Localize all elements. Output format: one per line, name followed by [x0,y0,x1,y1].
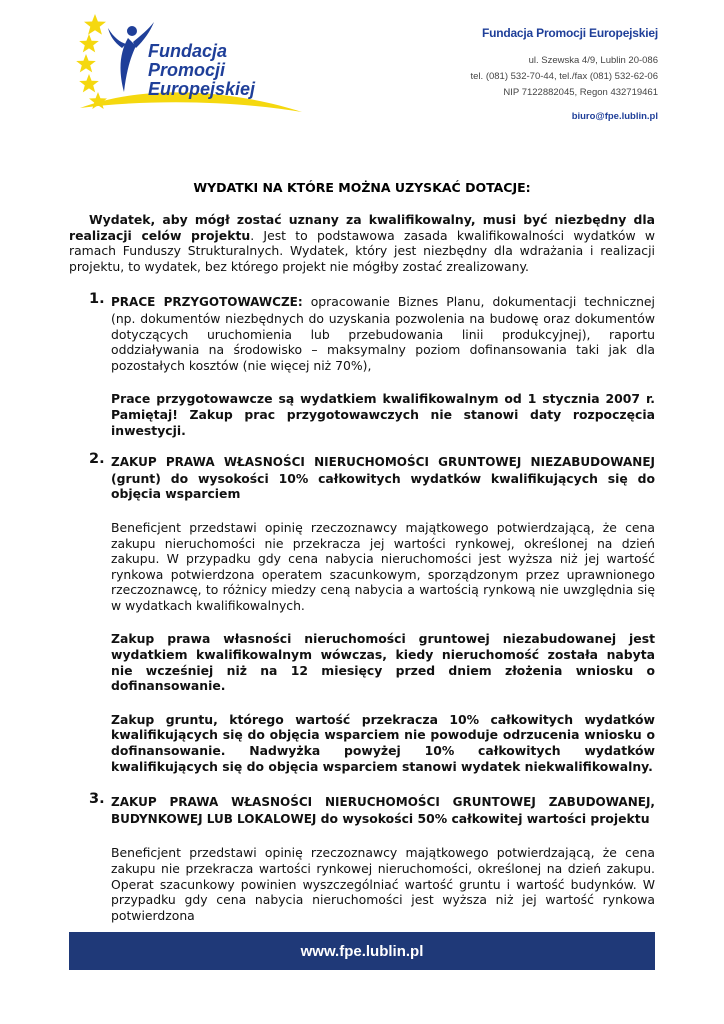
section-1 [69,291,655,438]
section-note: Zakup gruntu, którego wartość przekracza 10% całkowitych wydatków kwalifikujących się do objęcia wsparciem nie powoduje odrzucenia wniosku o dofinansowanie. Nadwyżka powyżej 10% całkowitych wydatków kwalifikujących się do objęcia wsparciem stanowi wydatek niekwalifikowalny. [111,711,655,774]
intro-paragraph [69,212,655,274]
contact-block [471,26,658,122]
footer-bar [69,932,655,970]
nip-regon: NIP 7122882045, Regon 432719461 [503,87,658,98]
section-heading: PRACE PRZYGOTOWAWCZE: [111,295,303,310]
footer-url-link[interactable]: www.fpe.lublin.pl [300,942,424,960]
org-name: Fundacja Promocji Europejskiej [481,26,658,40]
section-heading: ZAKUP PRAWA WŁASNOŚCI NIERUCHOMOŚCI GRUNTOWEJ NIEZABUDOWANEJ [111,455,655,470]
section-note: Zakup prawa własności nieruchomości gruntowej niezabudowanej jest wydatkiem kwalifikowalnym wówczas, kiedy nieruchomość została nabyta nie wcześniej niż na 12 miesięcy przed dniem złożenia wniosku o dofinansowanie. [111,631,655,694]
section-2 [69,451,655,774]
email-link[interactable]: biuro@fpe.lublin.pl [571,111,658,122]
logo-line: Fundacja [148,41,228,61]
section-number: 2. [89,451,105,468]
section-number: 3. [89,791,105,808]
section-heading-paragraph [111,294,655,373]
logo-line: Promocji [148,60,226,80]
section-heading-paragraph [111,794,655,827]
eu-stars-icon [76,14,107,109]
section-paragraph: Beneficjent przedstawi opinię rzeczoznawcy majątkowego potwierdzającą, że cena zakupu nie przekracza wartości rynkowej nieruchomości, określonej na dzień zakupu. Operat szacunkowy powinien wyszczególniać wartość gruntu i wartość budynków. W przypadku gdy cena nabycia nieruchomości jest wyższa niż jej wartość rynkowa potwierdzona [111,845,655,923]
fpe-logo [70,12,310,122]
section-heading-rest: opracowanie Biznes Planu, dokumentacji technicznej (np. dokumentów niezbędnych do uzyskania pozwolenia na budowę oraz dokumentów dotyczących uruchomienia lub przebudowania linii produkcyjnej), raportu oddziaływania na środowisko – maksymalny poziom dofinansowania taki jak dla pozostałych kosztów (nie więcej niż 70%), [111,294,655,373]
document-body [69,212,655,923]
logo-line: Europejskiej [148,79,256,99]
section-heading: ZAKUP PRAWA WŁASNOŚCI NIERUCHOMOŚCI GRUNTOWEJ ZABUDOWANEJ, BUDYNKOWEJ LUB LOKALOWEJ [111,795,655,826]
document-title: WYDATKI NA KTÓRE MOŻNA UZYSKAĆ DOTACJE: [193,180,531,195]
section-3 [69,791,655,923]
section-number: 1. [89,291,105,308]
address: ul. Szewska 4/9, Lublin 20-086 [528,55,658,66]
intro-bold: Wydatek, aby mógł zostać uznany za kwalifikowalny, musi być niezbędny dla realizacji celów projektu [69,212,655,243]
logo-wordmark [148,42,255,99]
section-note: Prace przygotowawcze są wydatkiem kwalifikowalnym od 1 stycznia 2007 r. Pamiętaj! Zakup prac przygotowawczych nie stanowi daty rozpoczęcia inwestycji. [111,391,655,438]
section-paragraph: Beneficjent przedstawi opinię rzeczoznawcy majątkowego potwierdzającą, że cena zakupu nieruchomości nie przekracza jej wartości rynkowej, określonej na dzień zakupu. W przypadku gdy cena nabycia nieruchomości jest wyższa niż jej wartość rynkowa potwierdzona operatem szacunkowym, sporządzonym przez uprawnionego rzeczoznawcę, to różnicy miedzy ceną nabycia a wartością rynkową nie uwzględnia się w wydatkach kwalifikowalnych. [111,519,655,613]
section-heading-rest: do wysokości 50% całkowitej wartości projektu [316,810,650,826]
phone: tel. (081) 532-70-44, tel./fax (081) 532-62-06 [470,71,658,82]
intro-rest: . Jest to podstawowa zasada kwalifikowalności wydatków w ramach Funduszy Strukturalnych. Wydatek, który jest niezbędny dla wdrażania i realizacji projektu, to wydatek, bez którego projekt nie mógłby zostać zrealizowany. [69,227,655,274]
section-heading-rest: (grunt) do wysokości 10% całkowitych wydatków kwalifikujących się do objęcia wsparciem [111,470,655,502]
section-heading-paragraph [111,454,655,502]
